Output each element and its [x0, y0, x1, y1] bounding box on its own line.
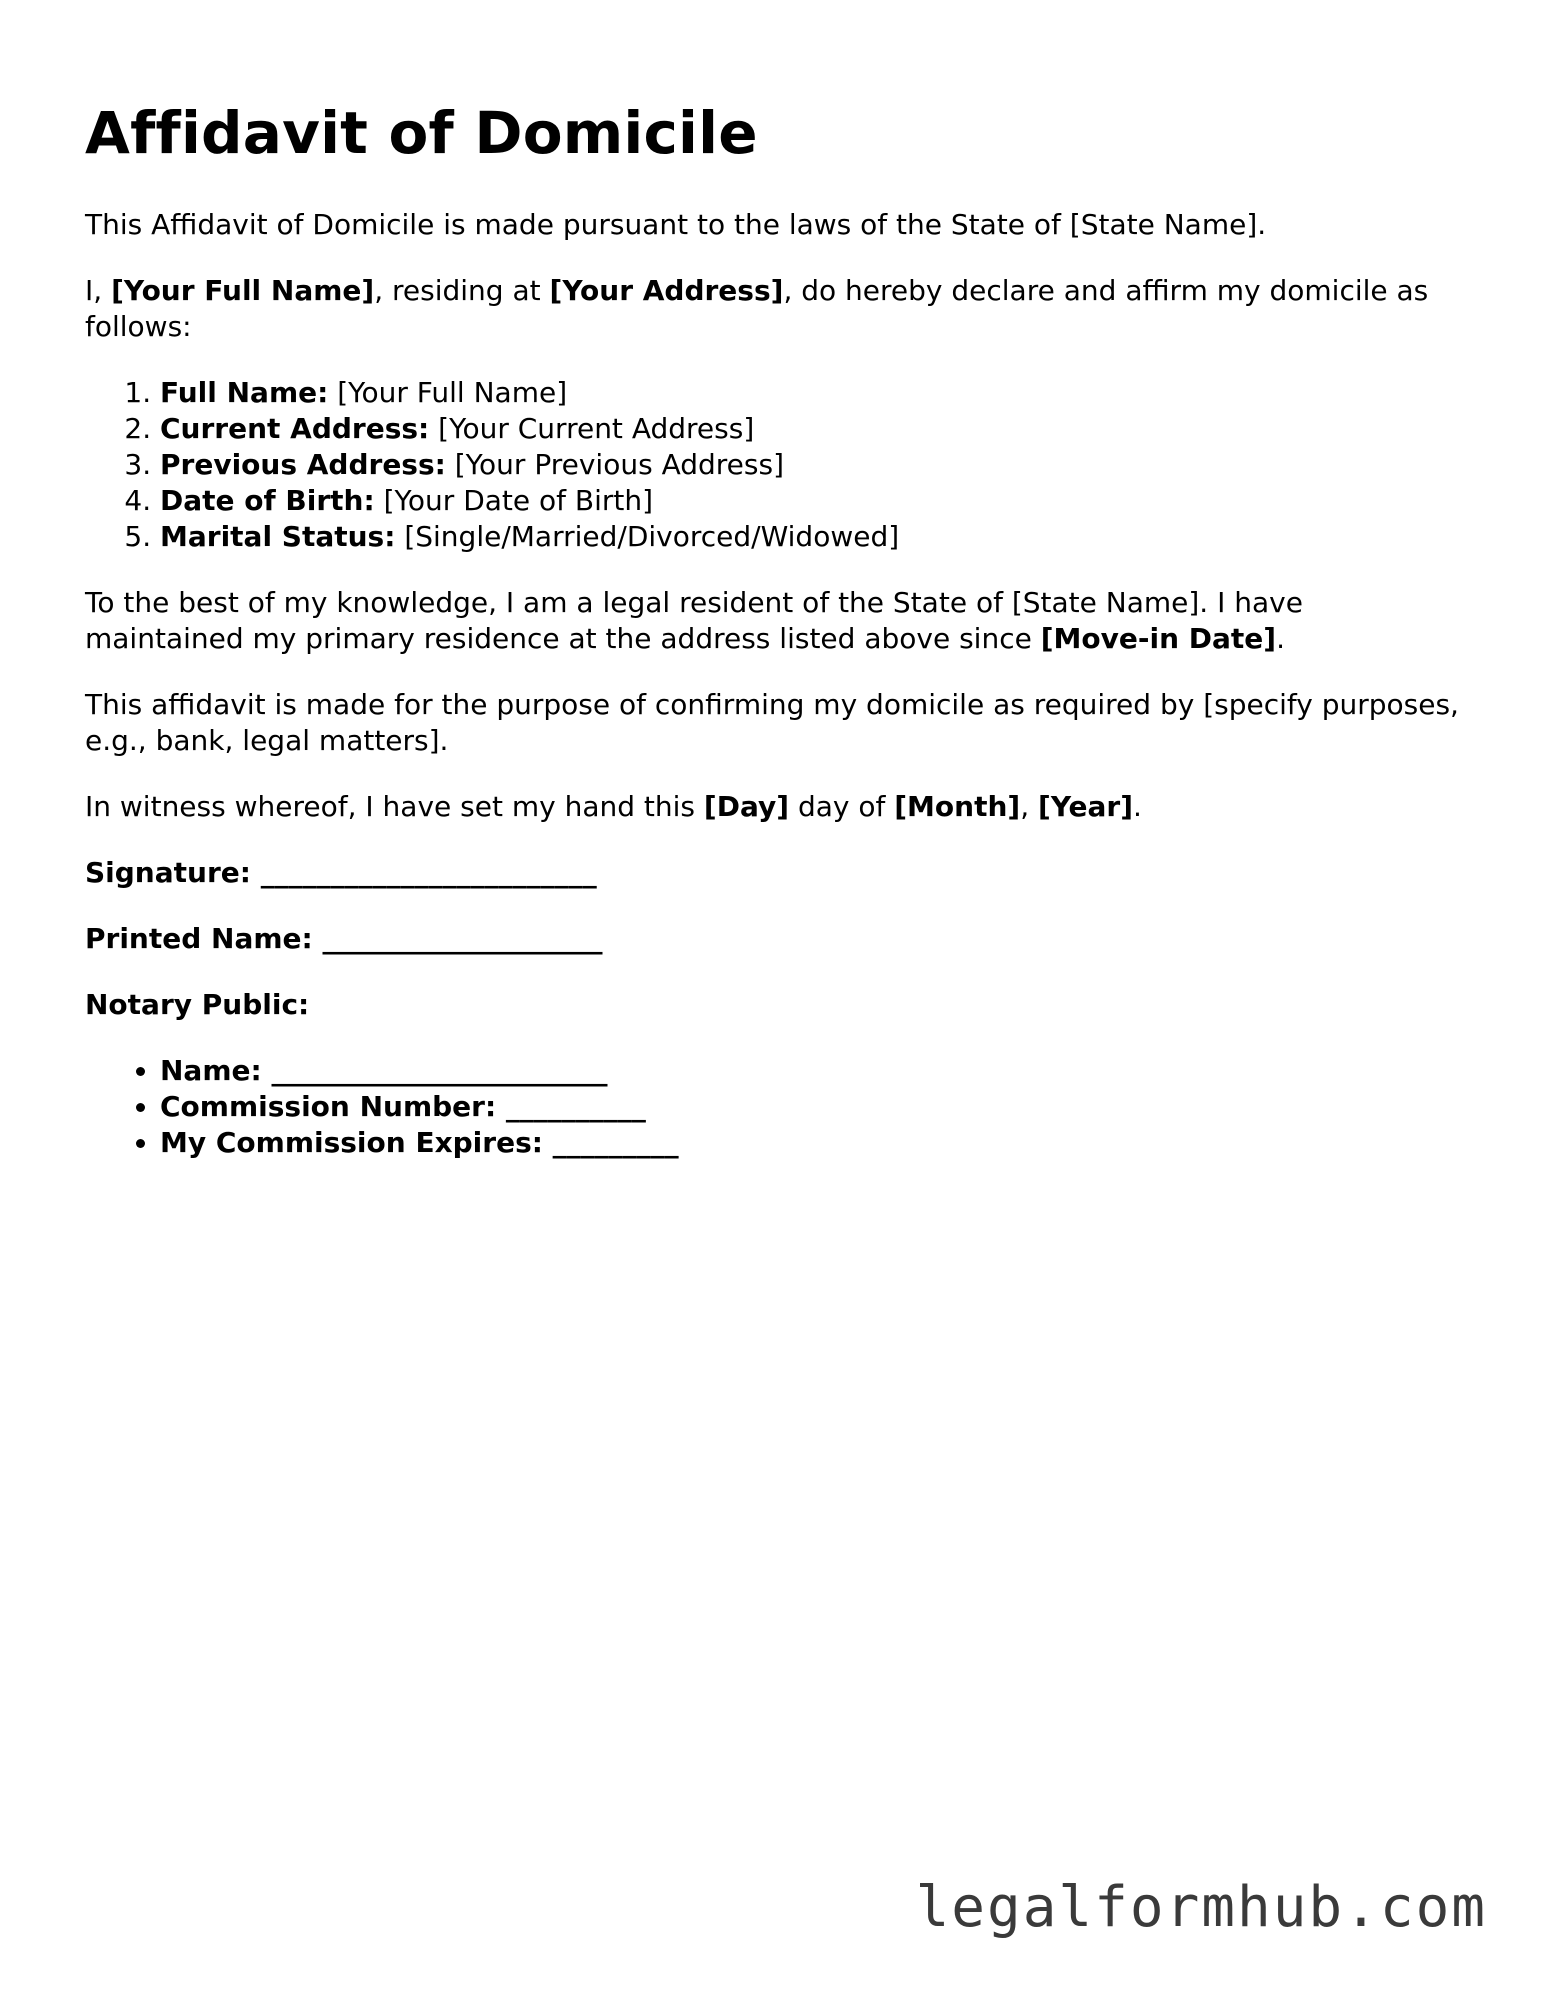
residency-end: . — [1276, 621, 1285, 655]
move-in-date: [Move-in Date] — [1040, 621, 1277, 655]
item-value: [Your Full Name] — [328, 375, 568, 409]
witness-day: [Day] — [703, 789, 790, 823]
intro-paragraph: This Affidavit of Domicile is made pursuant to the laws of the State of [State Name]. — [85, 207, 1267, 241]
item-value: [Your Date of Birth] — [374, 483, 654, 517]
notary-fields-list — [85, 1053, 1465, 1161]
purpose-paragraph: This affidavit is made for the purpose of confirming my domicile as required by [specify purposes, e.g., bank, legal matters]. — [85, 687, 1459, 757]
residency-text: To the best of my knowledge, I am a legal resident of the State of [State Name]. I have maintained my primary residence at the address listed above since — [85, 585, 1303, 655]
item-label: Date of Birth: — [160, 483, 375, 517]
notary-commission-expires-field: My Commission Expires: _________ — [160, 1125, 679, 1159]
item-label: Previous Address: — [160, 447, 446, 481]
notary-commission-number-field: Commission Number: __________ — [160, 1089, 646, 1123]
witness-mid: day of — [789, 789, 895, 823]
witness-prefix: In witness whereof, I have set my hand this — [85, 789, 704, 823]
witness-paragraph — [85, 789, 1465, 825]
list-item — [160, 519, 1465, 555]
declaration-prefix: I, — [85, 273, 112, 307]
domicile-details-list — [85, 375, 1465, 555]
witness-month: [Month] — [894, 789, 1021, 823]
item-value: [Your Current Address] — [429, 411, 755, 445]
declarant-address: [Your Address] — [549, 273, 784, 307]
document-page — [85, 100, 1465, 1191]
signature-line: Signature: ________________________ — [85, 855, 597, 889]
notary-heading: Notary Public: — [85, 987, 310, 1021]
notary-name-field: Name: ________________________ — [160, 1053, 608, 1087]
declaration-mid: , residing at — [374, 273, 550, 307]
witness-end: . — [1133, 789, 1142, 823]
printed-name-line: Printed Name: ____________________ — [85, 921, 603, 955]
item-value: [Single/Married/Divorced/Widowed] — [395, 519, 900, 553]
item-value: [Your Previous Address] — [445, 447, 785, 481]
item-label: Marital Status: — [160, 519, 396, 553]
list-item — [160, 375, 1465, 411]
watermark: legalformhub.com — [915, 1875, 1487, 1940]
item-label: Current Address: — [160, 411, 430, 445]
witness-year: [Year] — [1038, 789, 1134, 823]
declarant-name: [Your Full Name] — [111, 273, 375, 307]
list-item — [160, 1125, 1465, 1161]
declaration-suffix: , do hereby declare and affirm my domicile as follows: — [85, 273, 1429, 343]
list-item — [160, 1089, 1465, 1125]
item-label: Full Name: — [160, 375, 329, 409]
list-item — [160, 411, 1465, 447]
declaration-paragraph — [85, 273, 1465, 345]
residency-paragraph — [85, 585, 1465, 657]
witness-comma: , — [1020, 789, 1039, 823]
list-item — [160, 483, 1465, 519]
document-title: Affidavit of Domicile — [85, 99, 758, 167]
list-item — [160, 447, 1465, 483]
list-item — [160, 1053, 1465, 1089]
